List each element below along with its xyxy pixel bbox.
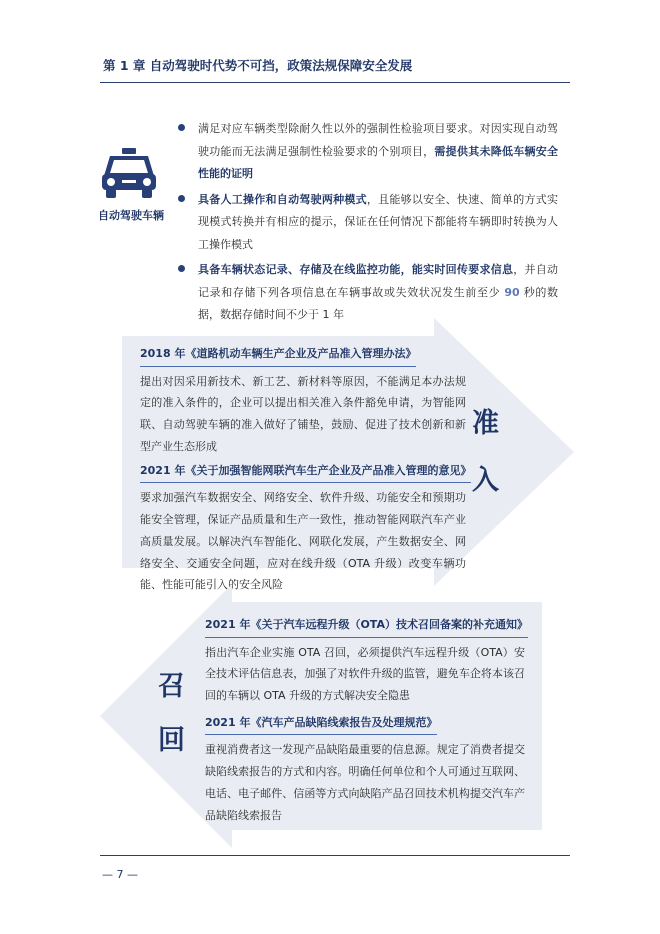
policy-description: 指出汽车企业实施 OTA 召回，必须提供汽车远程升级（OTA）安全技术评估信息表，加强了对软件升级的监管，避免车企将本该召回的车辆以 OTA 升级的方式解决安全隐患	[205, 645, 525, 703]
access-label-char: 入	[472, 465, 499, 496]
policy-description: 要求加强汽车数据安全、网络安全、软件升级、功能安全和预期功能安全管理，保证产品质量和生产一致性，推动智能网联汽车产业高质量发展。以解决汽车智能化、网联化发展，产生数据安全、网络安全、交通安全问题，应对在线升级（OTA 升级）改变车辆功能、性能可能引入的安全风险	[140, 491, 466, 592]
requirement-text: 满足对应车辆类型除耐久性以外的强制性检验项目要求。对因实现自动驾驶功能而无法满足强制性检验要求的个别项目，	[198, 122, 558, 158]
requirement-emphasis: 具备人工操作和自动驾驶两种模式	[198, 192, 367, 206]
recall-label-char: 召	[158, 671, 185, 702]
policy-title: 2021 年《汽车产品缺陷线索报告及处理规范》	[205, 712, 437, 736]
policy-description: 重视消费者这一发现产品缺陷最重要的信息源。规定了消费者提交缺陷线索报告的方式和内容。明确任何单位和个人可通过互联网、电话、电子邮件、信函等方式向缺陷产品召回技术机构提交汽车产品缺陷线索报告	[205, 743, 525, 822]
car-block-label: 自动驾驶车辆	[98, 209, 164, 222]
requirement-emphasis: 需提供其未降低车辆安全性能的证明	[198, 144, 559, 180]
requirement-text: 秒的数据，数据存储时间不少于 1 年	[198, 285, 559, 321]
bullet-dot-icon	[178, 195, 185, 202]
requirement-list	[176, 118, 558, 330]
requirement-emphasis: 具备车辆状态记录、存储及在线监控功能，能实时回传要求信息	[198, 263, 514, 276]
header-divider	[100, 82, 570, 83]
access-policy-box	[140, 343, 472, 598]
requirement-text: ，且能够以安全、快速、简单的方式实现模式转换并有相应的提示，保证在任何情况下都能将车辆即时转换为人工操作模式	[198, 192, 559, 251]
car-icon	[100, 146, 158, 200]
access-label-char: 准	[472, 408, 499, 439]
bullet-dot-icon	[178, 265, 185, 272]
requirement-item	[176, 189, 558, 257]
footer-divider	[100, 855, 570, 856]
bullet-dot-icon	[178, 124, 185, 131]
recall-policy-box	[205, 611, 528, 829]
chapter-header: 第 1 章 自动驾驶时代势不可挡，政策法规保障安全发展	[103, 58, 413, 73]
policy-title: 2021 年《关于汽车远程升级（OTA）技术召回备案的补充通知》	[205, 614, 528, 638]
requirement-item	[176, 118, 558, 186]
policy-description: 提出对因采用新技术、新工艺、新材料等原因，不能满足本办法规定的准入条件的，企业可以提出相关准入条件豁免申请，为智能网联、自动驾驶车辆的准入做好了铺垫，鼓励、促进了技术创新和新型产业生态形成	[140, 374, 466, 453]
recall-label-char: 回	[158, 725, 185, 756]
page-number: — 7 —	[102, 868, 138, 881]
policy-title: 2021 年《关于加强智能网联汽车生产企业及产品准入管理的意见》	[140, 460, 471, 484]
requirement-number: 90	[504, 285, 520, 299]
requirement-item	[176, 259, 558, 327]
policy-title: 2018 年《道路机动车辆生产企业及产品准入管理办法》	[140, 343, 416, 367]
requirement-text: ，并自动记录和存储下列各项信息在车辆事故或失效状况发生前至少	[198, 263, 559, 299]
